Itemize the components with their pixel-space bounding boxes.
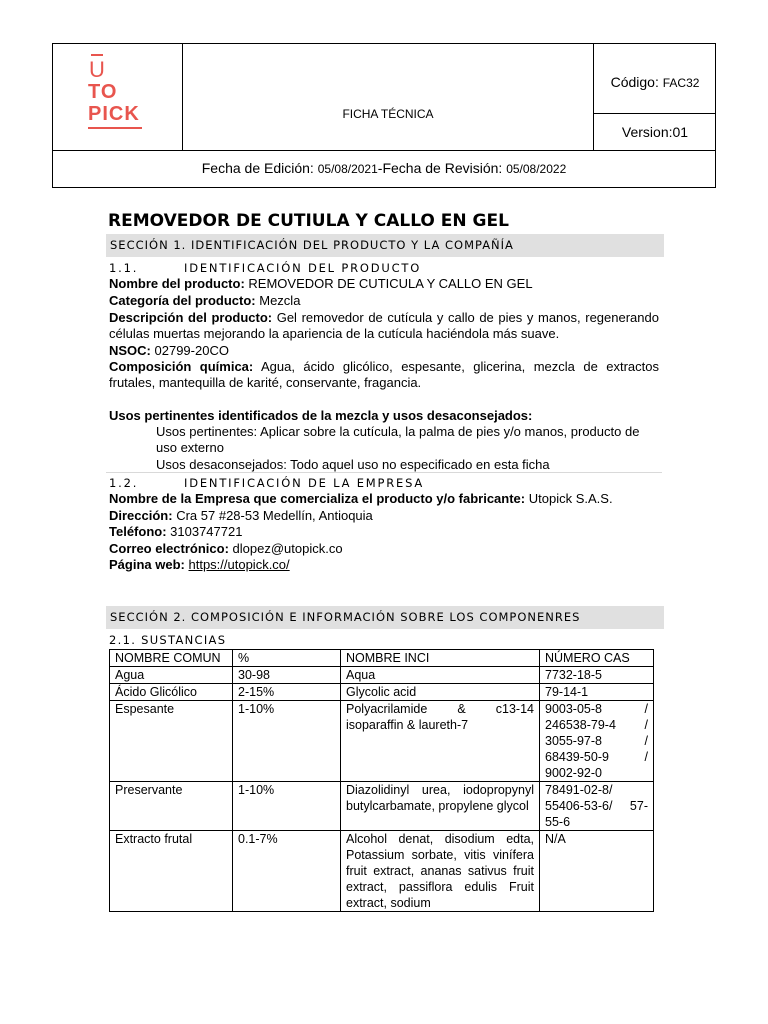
percent-cell: 30-98 xyxy=(233,667,341,684)
document-header xyxy=(52,43,716,188)
column-header: NOMBRE COMUN xyxy=(110,650,233,667)
common-name-cell: Espesante xyxy=(110,701,233,782)
table-header-row xyxy=(110,650,654,667)
phone-line: Teléfono: 3103747721 xyxy=(109,524,243,539)
website-line: Página web: https://utopick.co/ xyxy=(109,557,290,572)
product-name-line: Nombre del producto: REMOVEDOR DE CUTICULA Y CALLO EN GEL xyxy=(109,276,533,291)
logo-cell xyxy=(53,44,183,150)
uses-advised-against: Usos desaconsejados: Todo aquel uso no especificado en esta ficha xyxy=(156,457,550,472)
category-line: Categoría del producto: Mezcla xyxy=(109,293,301,308)
section-1-header: SECCIÓN 1. IDENTIFICACIÓN DEL PRODUCTO Y LA COMPAÑÍA xyxy=(106,234,664,257)
website-link[interactable]: https://utopick.co/ xyxy=(188,557,290,572)
percent-cell: 1-10% xyxy=(233,782,341,831)
email-line: Correo electrónico: dlopez@utopick.co xyxy=(109,541,343,556)
description-paragraph: Descripción del producto: Gel removedor de cutícula y callo de pies y manos, regenerando células muertas mejorando la apariencia de la cutícula haciéndola más suave. xyxy=(109,310,659,341)
address-line: Dirección: Cra 57 #28-53 Medellín, Antioquia xyxy=(109,508,373,523)
uses-relevant: Usos pertinentes: Aplicar sobre la cutícula, la palma de pies y/o manos, producto de uso externo xyxy=(156,424,640,455)
divider xyxy=(106,472,662,473)
column-header: NOMBRE INCI xyxy=(341,650,540,667)
percent-cell: 1-10% xyxy=(233,701,341,782)
cas-cell: N/A xyxy=(540,831,654,912)
table-row xyxy=(110,701,654,782)
inci-cell: Glycolic acid xyxy=(341,684,540,701)
common-name-cell: Preservante xyxy=(110,782,233,831)
percent-cell: 2-15% xyxy=(233,684,341,701)
column-header: % xyxy=(233,650,341,667)
substances-table xyxy=(109,649,654,912)
dates-line xyxy=(53,160,715,176)
section-2-header: SECCIÓN 2. COMPOSICIÓN E INFORMACIÓN SOBRE LOS COMPONENRES xyxy=(106,606,664,629)
uses-heading: Usos pertinentes identificados de la mezcla y usos desaconsejados: xyxy=(109,408,533,423)
table-row xyxy=(110,831,654,912)
nsoc-line: NSOC: 02799-20CO xyxy=(109,343,229,358)
edition-label: Fecha de Edición: xyxy=(201,160,314,176)
column-header: NÚMERO CAS xyxy=(540,650,654,667)
common-name-cell: Extracto frutal xyxy=(110,831,233,912)
inci-cell: Polyacrilamide & c13-14 isoparaffin & laureth-7 xyxy=(341,701,540,782)
cas-cell: 7732-18-5 xyxy=(540,667,654,684)
inci-cell: Alcohol denat, disodium edta, Potassium sorbate, vitis vinífera fruit extract, ananas sativus fruit extract, passiflora edulis Fruit extract, sodium xyxy=(341,831,540,912)
common-name-cell: Agua xyxy=(110,667,233,684)
company-line: Nombre de la Empresa que comercializa el producto y/o fabricante: Utopick S.A.S. xyxy=(109,491,613,506)
inci-cell: Aqua xyxy=(341,667,540,684)
inci-cell: Diazolidinyl urea, iodopropynyl butylcarbamate, propylene glycol xyxy=(341,782,540,831)
document-code: Código: FAC32 xyxy=(610,74,700,90)
composition-paragraph: Composición química: Agua, ácido glicólico, espesante, glicerina, mezcla de extractos frutales, mantequilla de karité, conservante, fragancia. xyxy=(109,359,659,390)
document-version: Version:01 xyxy=(621,124,689,140)
revision-label: -Fecha de Revisión: xyxy=(377,160,503,176)
header-title-cell xyxy=(183,44,594,150)
subsection-1-1-heading: 1.1. IDENTIFICACIÓN DEL PRODUCTO xyxy=(109,261,422,275)
table-row xyxy=(110,782,654,831)
cas-cell: 78491-02-8/ 55406-53-6/ 57-55-6 xyxy=(540,782,654,831)
dates-row xyxy=(53,150,715,188)
revision-date: 05/08/2022 xyxy=(506,162,567,176)
table-row xyxy=(110,667,654,684)
document-type: FICHA TÉCNICA xyxy=(342,107,434,121)
subsection-2-1-heading: 2.1. SUSTANCIAS xyxy=(109,633,227,647)
common-name-cell: Ácido Glicólico xyxy=(110,684,233,701)
version-cell xyxy=(594,114,716,150)
utopick-logo: U TO PICK xyxy=(88,52,148,129)
code-cell xyxy=(594,44,716,114)
product-title: REMOVEDOR DE CUTIULA Y CALLO EN GEL xyxy=(108,211,509,231)
table-row xyxy=(110,684,654,701)
edition-date: 05/08/2021 xyxy=(317,162,378,176)
subsection-1-2-heading: 1.2. IDENTIFICACIÓN DE LA EMPRESA xyxy=(109,476,425,490)
cas-cell: 9003-05-8 / 246538-79-4 / 3055-97-8 / 68439-50-9 / 9002-92-0 xyxy=(540,701,654,782)
cas-cell: 79-14-1 xyxy=(540,684,654,701)
percent-cell: 0.1-7% xyxy=(233,831,341,912)
